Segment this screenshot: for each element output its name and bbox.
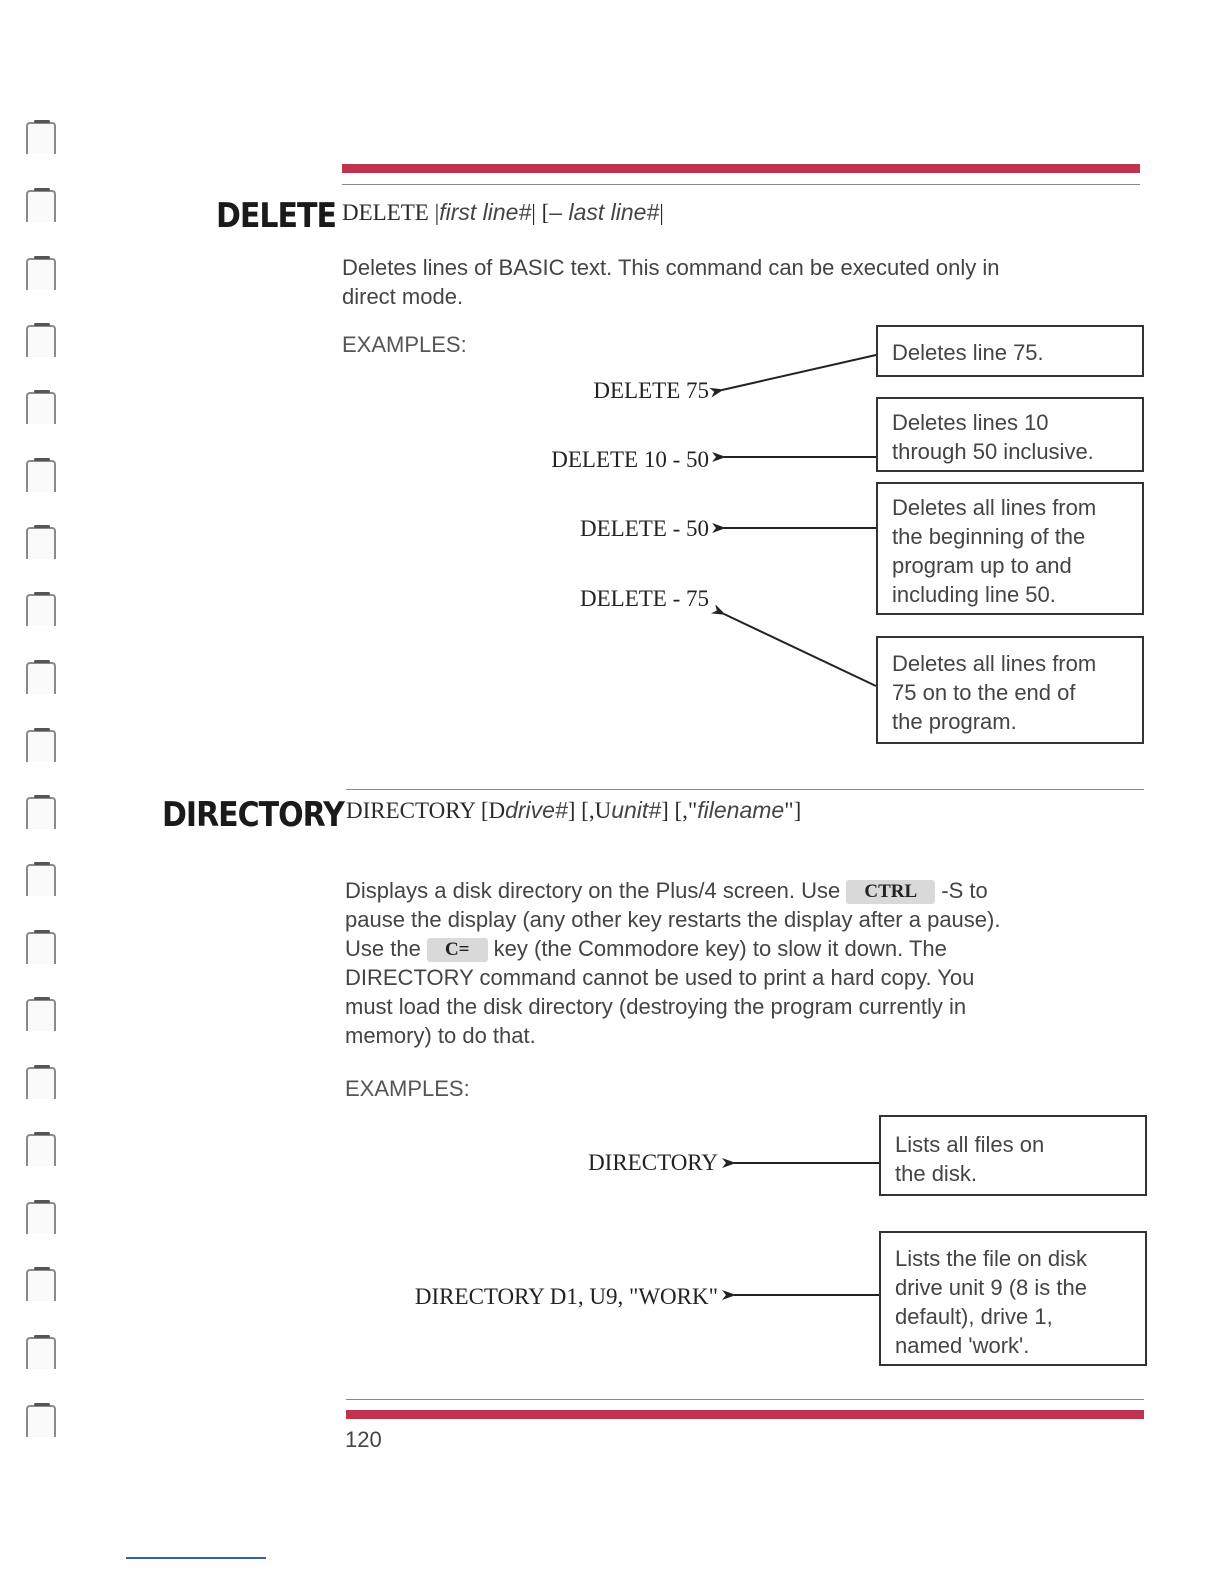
description-text: Use the — [345, 936, 421, 961]
syntax-param-first-line: first line# — [439, 199, 532, 225]
syntax-param-drive: drive# — [505, 797, 568, 823]
note-line: drive unit 9 (8 is the — [895, 1275, 1087, 1300]
note-line: including line 50. — [892, 582, 1056, 607]
ctrl-key-icon: CTRL — [846, 880, 935, 904]
arrow — [724, 614, 876, 686]
description-text: Displays a disk directory on the Plus/4 screen. Use — [345, 878, 841, 903]
note-line: Deletes line 75. — [892, 340, 1044, 365]
delete-examples-label: EXAMPLES: — [342, 332, 467, 357]
description-text: key (the Commodore key) to slow it down. The — [493, 936, 947, 961]
page-number: 120 — [345, 1427, 382, 1452]
directory-example-command: DIRECTORY — [588, 1150, 718, 1175]
note-line: the disk. — [895, 1161, 977, 1186]
delete-heading: DELETE — [216, 197, 336, 237]
syntax-param-unit: unit# — [611, 797, 662, 823]
note-line: Deletes all lines from — [892, 495, 1097, 520]
note-line: the program. — [892, 709, 1017, 734]
description-text: -S to — [941, 878, 988, 903]
syntax-bracket: | — [659, 200, 664, 225]
description-line: pause the display (any other key restarts the display after a pause). — [345, 907, 1001, 932]
description-line: must load the disk directory (destroying the program currently in — [345, 994, 967, 1019]
arrow — [722, 355, 876, 390]
delete-example-command: DELETE 75 — [593, 378, 709, 403]
delete-example-command: DELETE 10 - 50 — [551, 447, 709, 472]
delete-example-command: DELETE - 50 — [579, 516, 709, 541]
syntax-bracket: ] [,U — [567, 798, 612, 823]
commodore-key-icon: C= — [427, 938, 488, 962]
syntax-bracket: "] — [784, 798, 802, 823]
note-line: 75 on to the end of — [892, 680, 1076, 705]
syntax-param-filename: filename — [697, 797, 785, 823]
description-line: direct mode. — [342, 284, 464, 309]
note-line: program up to and — [892, 553, 1072, 578]
note-line: Lists the file on disk — [895, 1246, 1087, 1271]
directory-heading: DIRECTORY — [162, 796, 344, 836]
note-line: Deletes lines 10 — [892, 410, 1049, 435]
directory-examples-label: EXAMPLES: — [345, 1076, 470, 1101]
note-line: Deletes all lines from — [892, 651, 1097, 676]
delete-example-command: DELETE - 75 — [579, 586, 709, 611]
description-line: DIRECTORY command cannot be used to print a hard copy. You — [345, 965, 975, 990]
syntax-bracket: ] [," — [661, 798, 698, 823]
bottom-rule — [346, 1399, 1144, 1400]
note-line: default), drive 1, — [895, 1304, 1053, 1329]
syntax-bracket: | — [428, 200, 440, 225]
description-line: memory) to do that. — [345, 1023, 536, 1048]
note-line: through 50 inclusive. — [892, 439, 1094, 464]
syntax-bracket: | [ — [531, 200, 550, 225]
note-line: Lists all files on — [895, 1132, 1045, 1157]
syntax-command: DELETE — [342, 200, 429, 225]
note-line: named 'work'. — [895, 1333, 1030, 1358]
bottom-accent-bar — [346, 1410, 1144, 1419]
page-edge-line — [126, 1557, 266, 1559]
note-line: the beginning of the — [892, 524, 1086, 549]
syntax-param-last-line: – last line# — [549, 199, 660, 225]
syntax-command: DIRECTORY [D — [346, 798, 506, 823]
directory-example-command: DIRECTORY D1, U9, "WORK" — [414, 1284, 718, 1309]
description-line: Deletes lines of BASIC text. This command can be executed only in — [342, 255, 1000, 280]
